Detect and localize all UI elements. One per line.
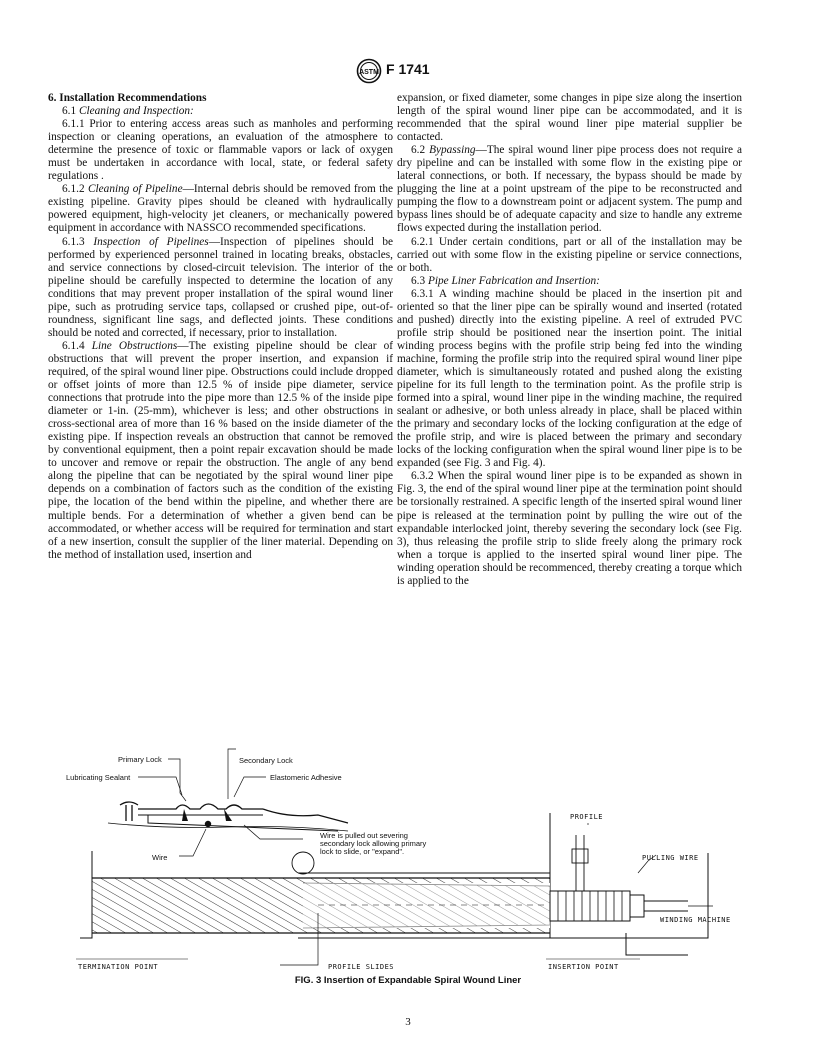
profile-cross-section (108, 802, 348, 831)
paragraph-title: Cleaning of Pipeline (87, 183, 183, 196)
svg-text:ASTM: ASTM (359, 69, 379, 76)
detail-callout-circle (292, 852, 314, 874)
paragraph-number: 6.1 (62, 105, 77, 118)
left-column (48, 92, 393, 562)
label-insertion-point: INSERTION POINT (548, 963, 619, 971)
right-column (397, 92, 742, 588)
paragraph-6-1-1: 6.1.1 Prior to entering access areas such as manholes and performing inspection or cleaning operations, an evaluation of the atmosphere to determine the presence of toxic or flammable vapors or lack of oxygen must be undertaken in accordance with local, state, or federal safety regulations . (48, 118, 393, 183)
paragraph-6-1-3 (48, 236, 393, 340)
astm-logo-icon (356, 58, 382, 84)
page-number: 3 (405, 1016, 411, 1028)
paragraph-6-1-4 (48, 340, 393, 562)
page-header (0, 58, 816, 84)
label-primary-lock: Primary Lock (118, 755, 162, 764)
paragraph-number: 6.3 (411, 274, 426, 287)
label-elastomeric-adhesive: Elastomeric Adhesive (270, 773, 342, 782)
section-heading: 6. Installation Recommendations (48, 92, 207, 104)
document-id: F 1741 (386, 61, 430, 77)
paragraph-body: —Internal debris should be removed from the existing pipeline. Gravity pipes should be cleaned with hydraulically powered equipment, high-velocity jet cleaners, or mechanically powered equipment in accordance with NASSCO recommended specifications. (48, 183, 394, 235)
label-secondary-lock: Secondary Lock (239, 756, 293, 765)
paragraph-number: 6.2 (411, 144, 426, 157)
label-wire-note-2: secondary lock allowing primary (320, 839, 427, 848)
paragraph-body: —The existing pipeline should be clear of obstructions that will prevent the proper insertion, and expansion if required, of the spiral wound liner pipe. Obstructions could include dropped or offset joints of more than 12.5 % of inside pipe diameter, service connections that protrude into the pipe more than 12.5 % of the inside pipe diameter or 1-in. (25-mm), whichever is less; and other obstructions in cross-sectional area of more than 16 % based on the inside diameter of the existing pipe. If inspection reveals an obstruction that cannot be removed by conventional equipment, then a point repair excavation should be made to uncover and remove or repair the obstruction. The angle of any bend along the pipeline that can be negotiated by the spiral wound liner pipe depends on a combination of factors such as the condition of the existing pipe, the location of the bend within the pipeline, and whether there are multiple bends. For a determination of whether a given bend can be accommodated, or whether access will be required for termination and start of a new insertion, consult the supplier of the liner material. Depending on the method of installation used, insertion and (48, 339, 394, 561)
paragraph-6-3-2: 6.3.2 When the spiral wound liner pipe is to be expanded as shown in Fig. 3, the end of the spiral wound liner pipe at the termination point should be torsionally restrained. A specific length of the inserted spiral wound liner pipe is released at the termination point by pulling the wire out of the expandable interlocked joint, thereby severing the secondary lock (see Fig. 3), thus releasing the profile strip to slide freely along the primary rock when a torque is applied to the inserted spiral wound liner pipe. The winding operation should be recommenced, thereby creating a torque which is applied to the (397, 470, 742, 587)
paragraph-number: 6.1.4 (62, 339, 85, 352)
paragraph-title: Line Obstructions (91, 339, 178, 352)
paragraph-body: —The spiral wound liner pipe process does not require a dry pipeline and can be installed with some flow in the existing pipe or lateral connections, or both. If necessary, the bypass should be made by plugging the line at a point upstream of the pipe to be reconstructed and pumping the flow to a downstream point or adjacent system. The pump and bypass lines should be of adequate capacity and size to handle any extreme flows expected during the installation period. (397, 144, 742, 235)
paragraph-title: Pipe Liner Fabrication and Insertion: (427, 274, 600, 287)
label-wire-note-1: Wire is pulled out severing (320, 831, 408, 840)
paragraph-6-2 (397, 144, 742, 235)
label-profile: PROFILE (570, 813, 604, 821)
figure-caption: FIG. 3 Insertion of Expandable Spiral Wound Liner (294, 975, 522, 986)
figure-3-diagram (48, 743, 768, 975)
paragraph-body: —Inspection of pipelines should be performed by experienced personnel trained in locating breaks, obstacles, and service connections by closed-circuit television. The interior of the pipeline should be carefully inspected to determine the location of any conditions that may prevent proper installation of the spiral wound liner pipe, such as protruding service taps, collapsed or crushed pipe, out-of-roundness, significant line sags, and deflected joints. These conditions should be noted and corrected, if necessary, prior to installation. (48, 235, 394, 339)
paragraph-title: Cleaning and Inspection: (78, 105, 194, 118)
paragraph-title: Bypassing (429, 144, 476, 157)
paragraph-6-2-1: 6.2.1 Under certain conditions, part or all of the installation may be carried out with some flow in the existing pipeline or service connections, or both. (397, 235, 742, 274)
label-profile-slides: PROFILE SLIDES (328, 963, 395, 971)
paragraph-6-1 (48, 105, 393, 118)
label-wire-note-3: lock to slide, or "expand". (320, 847, 405, 856)
paragraph-6-1-2 (48, 183, 393, 235)
paragraph-6-3 (397, 275, 742, 288)
existing-pipeline (92, 852, 550, 938)
leader-lines (138, 749, 303, 856)
wire-dot-icon (205, 821, 211, 827)
paragraph-continued: expansion, or fixed diameter, some changes in pipe size along the insertion length of the spiral wound liner pipe can be accommodated, and it is recommended that the spiral wound liner pipe material supplier be contacted. (397, 92, 742, 144)
paragraph-number: 6.1.2 (62, 183, 85, 196)
label-lubricating-sealant: Lubricating Sealant (66, 773, 131, 782)
paragraph-title: Inspection of Pipelines (93, 235, 209, 248)
label-winding-machine: WINDING MACHINE (660, 916, 731, 924)
paragraph-number: 6.1.3 (62, 235, 85, 248)
label-termination-point: TERMINATION POINT (78, 963, 159, 971)
paragraph-6-3-1: 6.3.1 A winding machine should be placed in the insertion pit and oriented so that the liner pipe can be spirally wound and inserted (rotated and pushed) directly into the existing pipeline. A reel of extruded PVC profile strip should be positioned near the insertion point. The initial winding process begins with the profile strip being fed into the winding machine, forming the profile strip into the required spiral wound liner pipe diameter, which is simultaneously rotated and pushed along the existing pipeline for its full length to the termination point. As the profile strip is formed into a spiral, wound liner pipe in the winding machine, the required sealant or adhesive, or both unless already in place, shall be placed within the primary and secondary locks of the locking configuration at the edge of the profile strip, and wire is placed between the primary and secondary locks of the locking configuration when the spiral wound liner pipe is to be expanded (see Fig. 3 and Fig. 4). (397, 287, 742, 470)
label-pulling-wire: PULLING WIRE (642, 854, 699, 862)
label-wire: Wire (152, 853, 168, 862)
